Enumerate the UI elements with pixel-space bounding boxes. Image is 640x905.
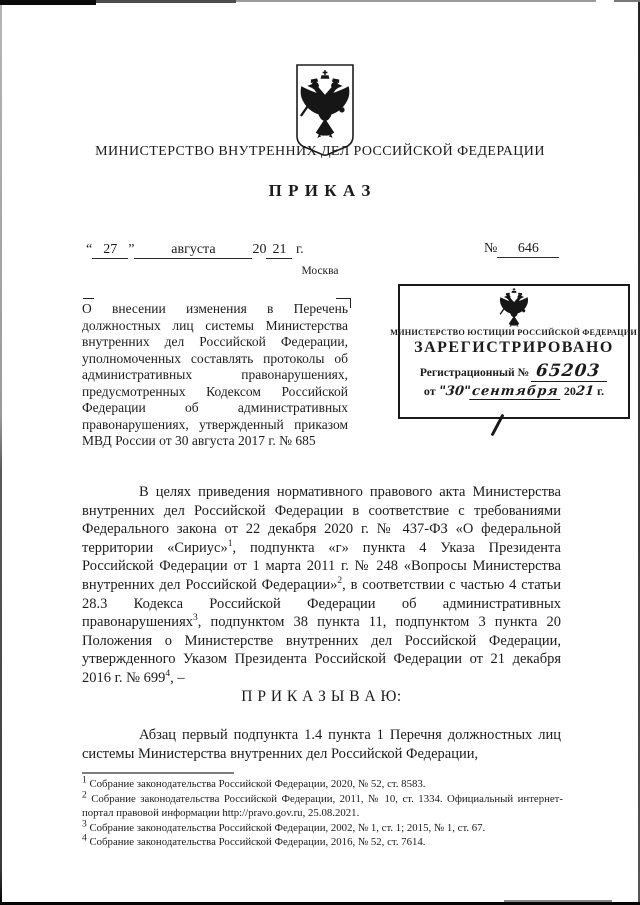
footnote-ref-1: 1 (227, 538, 233, 549)
stamp-date-line (424, 384, 604, 400)
stamp-coat-of-arms-icon (497, 288, 531, 328)
footnote-ref-3: 3 (193, 613, 198, 624)
number-label: № (484, 241, 498, 256)
date-century: 20 (252, 242, 267, 257)
stamp-registered-label: ЗАРЕГИСТРИРОВАНО (414, 339, 614, 356)
footnote-marker: 2 (82, 790, 87, 800)
body-text: , в соответствии с частью 4 статьи 28.3 Кодекса Российской Федерации об административных правонарушениях (82, 576, 561, 631)
body-paragraph-1 (82, 483, 561, 688)
stamp-date-year-printed: 20 (563, 384, 576, 398)
scan-artifact-top (0, 0, 96, 5)
document-type-heading: П Р И К А З (268, 181, 372, 200)
stamp-date-suffix: г. (596, 384, 605, 398)
footnote-text: Собрание законодательства Российской Федерации, 2002, № 1, ст. 1; 2015, № 1, ст. 67. (89, 821, 486, 834)
scan-artifact-top (236, 0, 596, 2)
body-text: В целях приведения нормативного правового акта Министерства внутренних дел Российской Федерации в соответствие с требованиями Федерального закона от 22 декабря 2020 г. № 437-ФЗ «О федеральной территории «Сириус» (82, 484, 561, 556)
date-close-quote: ” (128, 242, 135, 257)
stamp-date-prefix: от (423, 384, 436, 398)
body-text: , – (170, 669, 185, 686)
date-year: 21 (266, 242, 292, 259)
subject-corner-mark-left (83, 298, 94, 299)
scan-artifact-top (96, 0, 236, 3)
stamp-date-year-handwritten: 21 (575, 384, 595, 399)
footnote-4 (82, 835, 563, 850)
stamp-reg-number-handwritten: 65203 (531, 361, 609, 382)
registration-stamp (390, 284, 638, 419)
order-subject: О внесении изменения в Перечень должностных лиц системы Министерства внутренних дел Российской Федерации, уполномоченных составлять протоколы об административных правонарушениях, предусмотренных Кодексом Российской Федерации об административных правонарушениях, утвержденный приказом МВД России от 30 августа 2017 г. № 685 (82, 301, 348, 448)
footnote-text: Собрание законодательства Российской Федерации, 2011, № 10, ст. 1334. Официальный интернет-портал правовой информации http://pravo.gov.ru, 25.08.2021. (82, 792, 563, 820)
date-month: августа (134, 242, 252, 259)
footnote-marker: 4 (82, 833, 87, 844)
body-text: , подпунктом 38 пункта 11, подпунктом 3 пункта 20 Положения о Министерстве внутренних дел Российской Федерации, утвержденного Указом Президента Российской Федерации от 21 декабря 2016 г. № 699 (82, 614, 561, 686)
footnote-marker: 3 (82, 819, 87, 830)
order-number: 646 (497, 241, 559, 258)
footnote-2 (82, 792, 563, 821)
footnote-ref-4: 4 (165, 669, 171, 680)
scan-edge-left (0, 0, 2, 905)
footnote-marker: 1 (82, 775, 87, 786)
resolution-heading: П Р И К А З Ы В А Ю: (241, 688, 402, 705)
city-label: Москва (301, 265, 339, 277)
footnote-ref-2: 2 (337, 576, 343, 587)
footnote-text: Собрание законодательства Российской Федерации, 2020, № 52, ст. 8583. (89, 778, 426, 790)
date-open-quote: “ (86, 242, 93, 257)
scan-artifact-top (614, 0, 640, 2)
footnote-text: Собрание законодательства Российской Федерации, 2016, № 52, ст. 7614. (89, 836, 426, 849)
stamp-reg-label: Регистрационный № (419, 367, 530, 379)
date-line (86, 242, 304, 259)
date-suffix: г. (295, 242, 304, 257)
footnote-3 (82, 821, 563, 836)
date-day: 27 (92, 242, 128, 259)
body-text: , подпункта «г» пункта 4 Указа Президента Российской Федерации от 1 марта 2011 г. № 248 «Вопросы Министерства внутренних дел Российской Федерации» (82, 539, 561, 593)
footnotes-block (82, 777, 563, 850)
ministry-title: МИНИСТЕРСТВО ВНУТРЕННИХ ДЕЛ РОССИЙСКОЙ ФЕДЕРАЦИИ (95, 144, 545, 159)
stamp-registration-line (420, 361, 608, 382)
stamp-date-month-handwritten: сентября (469, 384, 561, 400)
stamp-agency-name: МИНИСТЕРСТВО ЮСТИЦИИ РОССИЙСКОЙ ФЕДЕРАЦИИ (390, 327, 638, 337)
stamp-date-day-handwritten: "30" (437, 384, 472, 399)
body-paragraph-2: Абзац первый подпункта 1.4 пункта 1 Перечня должностных лиц системы Министерства внутренних дел Российской Федерации, (82, 727, 561, 762)
footnote-separator (82, 772, 234, 774)
order-number-line (484, 241, 559, 258)
footnote-1 (82, 777, 563, 792)
